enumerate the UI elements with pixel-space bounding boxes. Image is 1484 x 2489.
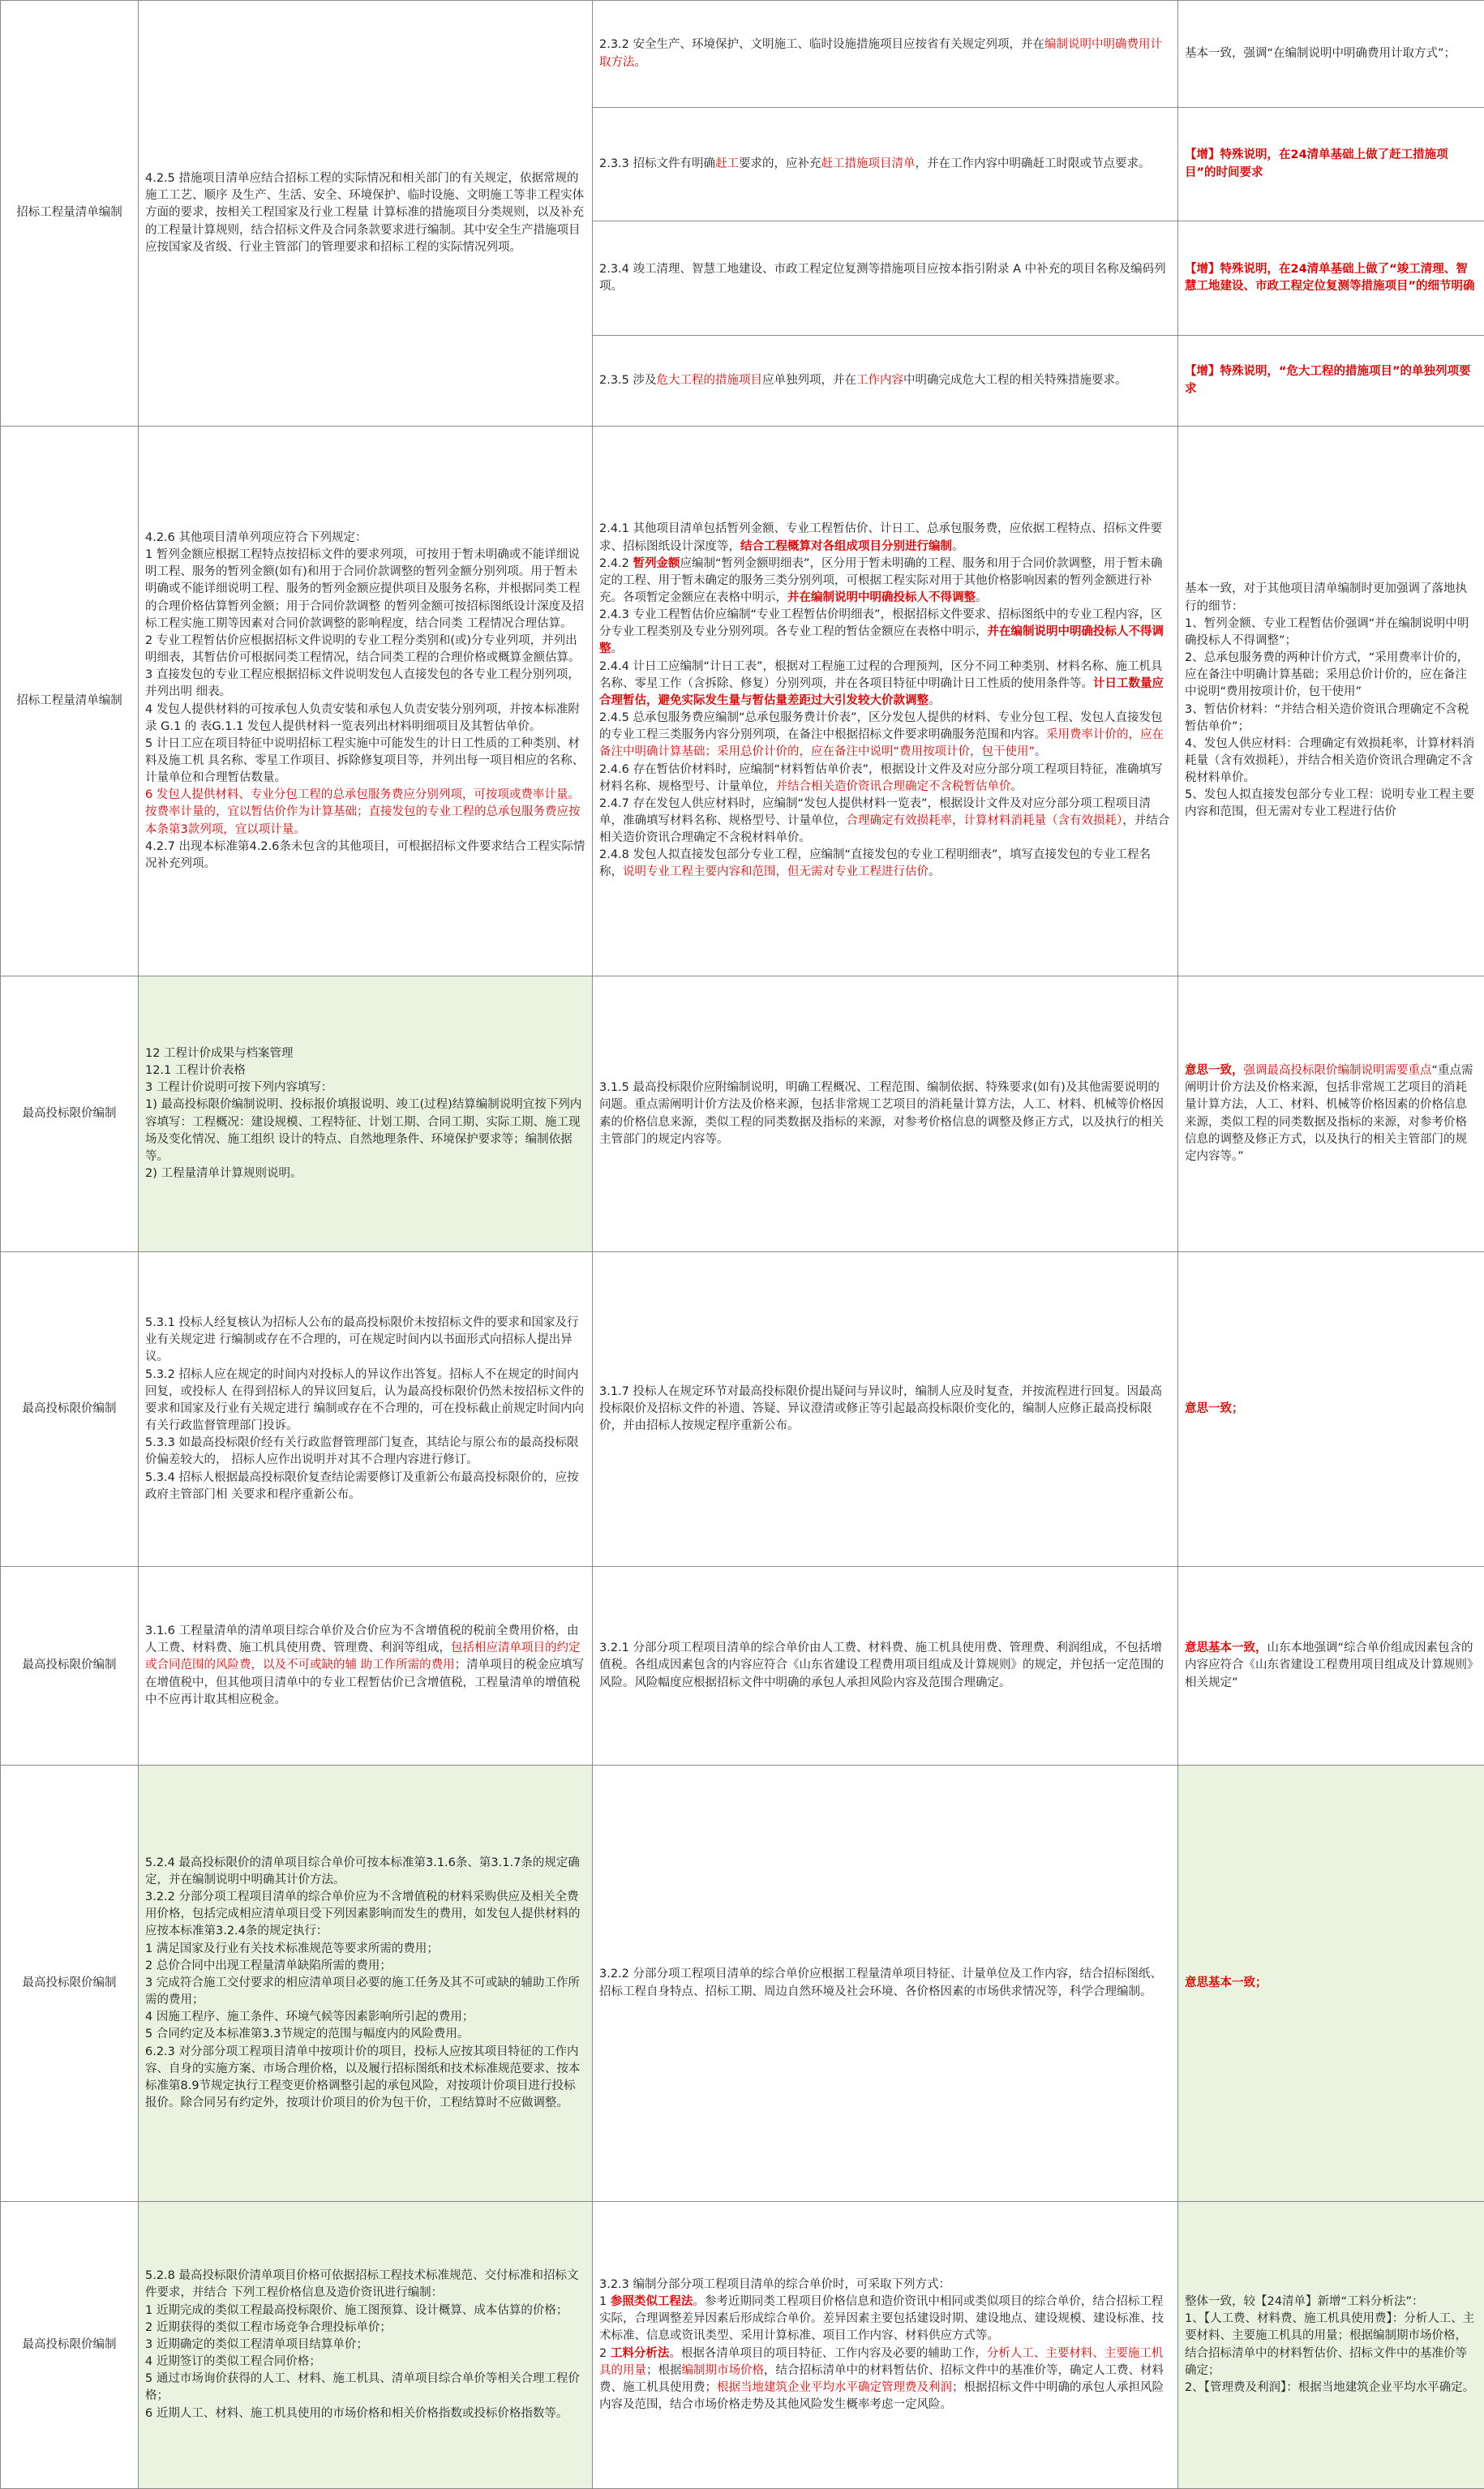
cell-paragraph xyxy=(145,2044,585,2113)
category-cell: 招标工程量清单编制 xyxy=(1,427,139,976)
text-run: 1 xyxy=(599,2295,611,2308)
text-run: 山东本地强调“综合单价组成因素包含的内容应符合《山东省建设工程费用项目组成及计算规则》相关规定” xyxy=(1185,1641,1473,1689)
text-run: 计日工数量应合理暂估，避免实际发生量与暂估量差距过大引发较大价款调整 xyxy=(599,677,1164,707)
text-run: 。 xyxy=(976,591,988,604)
local-cell xyxy=(593,1766,1178,2202)
cell-paragraph xyxy=(1185,581,1478,615)
cell-paragraph xyxy=(1185,1062,1478,1165)
text-run: 并结合相关造价资讯合理确定不含税暂估单价 xyxy=(776,780,1011,793)
text-run: 。 xyxy=(611,642,624,655)
text-run: 编制说明中明确费用计取方法 xyxy=(599,38,1162,68)
cell-paragraph xyxy=(145,1623,585,1709)
text-run: 2.3.4 竣工清理、智慧工地建设、市政工程定位复测等措施项目应按本指引附录 A 中补充的项目名称及编码列项。 xyxy=(599,263,1166,293)
text-run: 3.2.2 分部分项工程项目清单的综合单价应根据工程量清单项目特征、计量单位及工作内容，结合招标图纸、招标工程自身特点、招标工期、周边自然环境及社会环境、各价格因素的市场供求情况等，科学合理编制。 xyxy=(599,1968,1162,1998)
text-run: 4.2.5 措施项目清单应结合招标工程的实际情况和相关部门的有关规定，依据常规的施工工艺、顺序 及生产、生活、安全、环境保护、临时设施、文明施工等非工程实体方面的要求，按相关工程国家及行业工程量 计算标准的措施项目分类规则，以及补充的工程量计算规则，结合招标文件及合同条款要求进行编制。其中安全生产措施项目应按国家及省级、行业主管部门的管理要求和招标工程的实际情况列项。 xyxy=(145,172,584,254)
cell-paragraph xyxy=(1185,45,1478,62)
text-run: ；根据 xyxy=(646,2364,682,2377)
text-run: 12 工程计价成果与档案管理 xyxy=(145,1047,294,1060)
cell-paragraph xyxy=(599,1384,1171,1435)
cell-paragraph xyxy=(145,1435,585,1469)
category-cell: 最高投标限价编制 xyxy=(1,1567,139,1766)
cell-paragraph xyxy=(145,2337,585,2354)
text-run: 。 xyxy=(1035,745,1047,758)
text-run: 2.4.3 专业工程暂估价应编制“专业工程暂估价明细表”，根据招标文件要求、招标图纸中的专业工程内容，区分专业工程类别及专业分别列项。各专业工程的暂估金额应在表格中明示， xyxy=(599,608,1163,638)
cell-paragraph xyxy=(145,1045,585,1062)
text-run: ，并结合相关造价资讯合理确定不含税材料单价。 xyxy=(599,814,1169,844)
local-cell xyxy=(593,108,1178,221)
text-run: 参照类似工程法 xyxy=(611,2295,693,2308)
cell-paragraph xyxy=(1185,2380,1478,2397)
cell-paragraph xyxy=(599,762,1171,796)
cell-paragraph xyxy=(145,2009,585,2026)
cell-paragraph xyxy=(599,36,1171,71)
text-run: 4 近期签订的类似工程合同价格； xyxy=(145,2355,321,2368)
cell-paragraph xyxy=(145,667,585,701)
category-cell: 最高投标限价编制 xyxy=(1,1766,139,2202)
text-run: 整体一致，较【24清单】新增“工料分析法”： xyxy=(1185,2295,1423,2308)
local-cell xyxy=(593,1252,1178,1567)
text-run: 3.1.5 最高投标限价应附编制说明，明确工程概况、工程范围、编制依据、特殊要求(如有)及其他需要说明的问题。重点需阐明计价方法及价格来源，包括非常规工艺项目的消耗量计算方法，人工、材料、机械等价格因素的价格信息来源，类似工程的同类数据及指标的来源，对参考价格信息的调整及修正方式，以及执行的相关主管部门的规定内容等。 xyxy=(599,1081,1164,1145)
text-run: 应单独列项，并在 xyxy=(762,374,856,387)
cell-paragraph xyxy=(145,530,585,547)
text-run: 1 满足国家及行业有关技术标准规范等要求所需的费用； xyxy=(145,1942,439,1955)
text-run: 1、【人工费、材料费、施工机具使用费】：分析人工、主要材料、主要施工机具的用量；根据编制期市场价格，结合招标清单中的材料暂估价、招标文件中的基准价等确定； xyxy=(1185,2312,1474,2376)
text-run: 。 xyxy=(952,540,964,553)
text-run: 2、总承包服务费的两种计价方式，“采用费率计价的，应在备注中明确计算基础；采用总价计价的，应在备注中说明“费用按项计价，包干使用” xyxy=(1185,651,1469,698)
cell-paragraph xyxy=(1185,1975,1478,1992)
text-run: 1、暂列金额、专业工程暂估价强调“并在编制说明中明确投标人不得调整”； xyxy=(1185,617,1469,647)
text-run: 3 完成符合施工交付要求的相应清单项目必要的施工任务及其不可或缺的辅助工作所需的费用； xyxy=(145,1976,580,2006)
cell-paragraph xyxy=(1185,1640,1478,1691)
text-run: 2 总价合同中出现工程量清单缺陷所需的费用； xyxy=(145,1959,392,1972)
text-run: 3.1.7 投标人在规定环节对最高投标限价提出疑问与异议时，编制人应及时复查，并按流程进行回复。因最高投标限价及招标文件的补遗、答疑、异议澄清或修正等引起最高投标限价变化的，编制人应修正最高投标限价，并由招标人按规定程序重新公布。 xyxy=(599,1385,1162,1432)
text-run: 工作内容 xyxy=(856,374,903,387)
standard-cell xyxy=(139,427,593,976)
text-run: 暂列金额 xyxy=(633,557,680,570)
note-cell xyxy=(1178,427,1484,976)
cell-paragraph xyxy=(145,1367,585,1435)
text-run: 2 xyxy=(599,2347,611,2360)
standard-cell xyxy=(139,1,593,427)
local-cell xyxy=(593,1567,1178,1766)
cell-paragraph xyxy=(145,2371,585,2405)
note-cell xyxy=(1178,1766,1484,2202)
cell-paragraph xyxy=(599,847,1171,881)
cell-paragraph xyxy=(145,1079,585,1096)
text-run: 要求的，应补充 xyxy=(739,157,821,170)
standard-cell xyxy=(139,976,593,1252)
text-run: 12.1 工程计价表格 xyxy=(145,1064,246,1077)
text-run: 。参考近期同类工程项目价格信息和造价资讯中相同或类似项目的综合单价，结合招标工程实际，合理调整差异因素后形成综合单价。差异因素主要包括建设时期、建设地点、建设规模、建设标准、技术标准、信息或资讯类型、采用计算标准、项目工作内容、材料供应方式等。 xyxy=(599,2295,1164,2342)
text-run: 赶工 xyxy=(715,157,739,170)
text-run: 【增】特殊说明，在24清单基础上做了“竣工清理、智慧工地建设、市政工程定位复测等措施项目”的细节明确 xyxy=(1185,263,1475,293)
cell-paragraph xyxy=(1185,736,1478,787)
text-run: 3 直接发包的专业工程应根据招标文件说明发包人直接发包的各专业工程分别列项，并列出明 细表。 xyxy=(145,668,580,698)
text-run: ，结合招标清单中的材料暂估价、招标文件中的基准价等，确定人工费、材料费、施工机具使用费； xyxy=(599,2364,1164,2394)
text-run: 2 专业工程暂估价应根据招标文件说明的专业工程分类别和(或)分专业列项，并列出明细表，其暂估价可根据同类工程情况，结合同类工程的合理价格或概算金额估算。 xyxy=(145,634,581,664)
text-run: 基本一致，强调“在编制说明中明确费用计取方式”； xyxy=(1185,47,1456,60)
text-run: 包括相应清单项目的约定或合同范围的风险费，以及不可或缺的辅 助工作所需的费用 xyxy=(145,1641,581,1671)
text-run: 中明确完成危大工程的相关特殊措施要求。 xyxy=(903,374,1127,387)
text-run: 1 暂列金额应根据工程特点按招标文件的要求列项，可按用于暂未明确或不能详细说明工程、服务的暂列金额(如有)和用于合同价款调整的暂列金额分别列项。用于暂未明确或不能详细说明工程、服务的暂列金额应提供项目及服务名称，并根据同类工程的合理价格估算暂列金额；用于合同价款调整 的暂列金额可按招标图纸设计深度及招标工程实施工期等因素对合同价款调整的影响程度，结合同类 工程情况合理估算。 xyxy=(145,548,584,630)
category-cell: 招标工程量清单编制 xyxy=(1,1,139,427)
text-run: 2.4.7 存在发包人供应材料时，应编制“发包人提供材料一览表”，根据设计文件及对应分部分项工程项目清单，准确填写材料名称、规格型号、计量单位， xyxy=(599,797,1151,827)
cell-paragraph xyxy=(145,787,585,838)
text-run: 2) 工程量清单计算规则说明。 xyxy=(145,1167,302,1180)
cell-paragraph xyxy=(145,839,585,873)
text-run: 【增】特殊说明，“危大工程的措施项目”的单独列项要求 xyxy=(1185,365,1471,395)
local-cell xyxy=(593,1,1178,108)
text-run: 并在编制说明中明确投标人不得调整 xyxy=(787,591,976,604)
cell-paragraph xyxy=(1185,702,1478,736)
cell-paragraph xyxy=(145,736,585,787)
text-run: 4 因施工程序、施工条件、环境气候等因素影响所引起的费用； xyxy=(145,2011,474,2023)
text-run: 分析人工、主要材料、主要施工机具的用量 xyxy=(599,2347,1163,2377)
text-run: ；清单项目的税金应填写在增值税中，但其他项目清单中的专业工程暂估价已含增值税，工程量清单的增值税中不应再计取其相应税金。 xyxy=(145,1659,584,1706)
text-run: 3 工程计价说明可按下列内容填写： xyxy=(145,1081,332,1094)
text-run: 6.2.3 对分部分项工程项目清单中按项计价的项目，投标人应按其项目特征的工作内容、自身的实施方案、市场合理价格，以及履行招标图纸和技术标准规范要求、按本标准第8.9节规定执行工程变更价格调整引起的承包风险，对按项计价项目进行投标报价。除合同另有约定外，按项计价项目的价为包干价，工程结算时不应做调整。 xyxy=(145,2045,581,2109)
note-cell xyxy=(1178,2202,1484,2489)
standard-cell xyxy=(139,1252,593,1567)
local-cell xyxy=(593,221,1178,336)
text-run: 。 xyxy=(1011,780,1023,793)
text-run: 6 近期人工、材料、施工机具使用的市场价格和相关价格指数或投标价格指数等。 xyxy=(145,2407,568,2420)
text-run: 4.2.6 其他项目清单列项应符合下列规定： xyxy=(145,531,367,544)
text-run: 。 xyxy=(929,865,941,878)
text-run: 2.3.5 涉及 xyxy=(599,374,657,387)
note-cell xyxy=(1178,1,1484,108)
text-run: 结合工程概算对各组成项目分别进行编制 xyxy=(740,540,952,553)
category-cell: 最高投标限价编制 xyxy=(1,976,139,1252)
text-run: 2.4.5 总承包服务费应编制“总承包服务费计价表”，区分发包人提供的材料、专业分包工程、发包人直接发包的专业工程三类服务内容分别列项，在备注中根据招标文件要求明确服务范围和内容。 xyxy=(599,711,1163,741)
local-cell xyxy=(593,427,1178,976)
text-run: 4 发包人提供材料的可按承包人负责安装和承包人负责安装分别列项，并按本标准附录 G.1 的 表G.1.1 发包人提供材料一览表列出材料明细项目及其暂估单价。 xyxy=(145,703,580,733)
text-run: 。根据各清单项目的项目特征、工作内容及必要的辅助工作， xyxy=(669,2347,987,2360)
cell-paragraph xyxy=(599,607,1171,658)
text-run: 5.3.4 招标人根据最高投标限价复查结论需要修订及重新公布最高投标限价的，应按政府主管部门相 关要求和程序重新公布。 xyxy=(145,1471,579,1501)
text-run: 2.4.4 计日工应编制“计日工表”，根据对工程施工过程的合理预判，区分不同工种类别、材料名称、施工机具名称、零星工作（含拆除、修复）分别列项，并在各项目特征中明确计日工性质的使用条件等。 xyxy=(599,660,1163,690)
text-run: 意思一致， xyxy=(1185,1064,1244,1077)
text-run: 采用费率计价的，应在备注中明确计算基础；采用总价计价的，应在备注中说明“费用按项计价，包干使用” xyxy=(599,728,1164,758)
cell-paragraph xyxy=(1185,650,1478,701)
text-run: 。 xyxy=(635,56,647,69)
cell-paragraph xyxy=(145,1975,585,2009)
text-run: 5.3.3 如最高投标限价经有关行政监督管理部门复查，其结论与原公布的最高投标限价偏差较大的， 招标人应作出说明并对其不合理内容进行修订。 xyxy=(145,1436,579,1466)
cell-paragraph xyxy=(145,170,585,256)
text-run: 赶工措施项目清单 xyxy=(821,157,916,170)
text-run: ；根据招标文件中明确的承包人承担风险内容及范围，结合市场价格走势及其他风险发生概率考虑一定风险。 xyxy=(599,2381,1164,2411)
cell-paragraph xyxy=(145,547,585,633)
cell-paragraph xyxy=(145,1165,585,1182)
cell-paragraph xyxy=(599,521,1171,555)
text-run: 。 xyxy=(929,694,941,707)
text-run: 【增】特殊说明，在24清单基础上做了赶工措施项目”的时间要求 xyxy=(1185,148,1448,178)
text-run: 3、暂估价材料：“并结合相关造价资讯合理确定不含税暂估单价”； xyxy=(1185,703,1469,733)
text-run: 2、【管理费及利润】：根据当地建筑企业平均水平确定。 xyxy=(1185,2381,1474,2394)
text-run: 1) 最高投标限价编制说明、投标报价填报说明、竣工(过程)结算编制说明宜按下列内容填写：工程概况：建设规模、工程特征、计划工期、合同工期、实际工期、施工现场及变化情况、施工组织 设计的特点、自然地理条件、环境保护要求等；编制依据等。 xyxy=(145,1098,581,1162)
cell-paragraph xyxy=(1185,2311,1478,2380)
cell-paragraph xyxy=(145,1315,585,1366)
cell-paragraph xyxy=(1185,787,1478,821)
cell-paragraph xyxy=(599,261,1171,295)
text-run: 意思基本一致； xyxy=(1185,1976,1267,1989)
text-run: 4、发包人供应材料：合理确定有效损耗率，计算材料消耗量（含有效损耗），并结合相关造价资讯合理确定不含税材料单价。 xyxy=(1185,737,1474,784)
text-run: 2.4.8 发包人拟直接发包部分专业工程，应编制“直接发包的专业工程明细表”，填写直接发包的专业工程名称， xyxy=(599,848,1151,878)
note-cell xyxy=(1178,108,1484,221)
cell-paragraph xyxy=(599,710,1171,761)
local-cell xyxy=(593,2202,1178,2489)
text-run: 3.2.3 编制分部分项工程项目清单的综合单价时，可采取下列方式： xyxy=(599,2278,950,2291)
text-run: 并在编制说明中明确投标人不得调整 xyxy=(599,625,1164,655)
text-run: 1 近期完成的类似工程最高投标限价、施工图预算、设计概算、成本估算的价格； xyxy=(145,2304,568,2317)
text-run: 说明专业工程主要内容和范围，但无需对专业工程进行估价 xyxy=(623,865,929,878)
text-run: 3.2.1 分部分项工程项目清单的综合单价由人工费、材料费、施工机具使用费、管理费、利润组成，不包括增值税。各组成因素包含的内容应符合《山东省建设工程费用项目组成及计算规则》的规定，并包括一定范围的风险。风险幅度应根据招标文件中明确的承包人承担风险内容及范围合理确定。 xyxy=(599,1641,1164,1689)
cell-paragraph xyxy=(145,2268,585,2302)
cell-paragraph xyxy=(1185,1401,1478,1418)
cell-paragraph xyxy=(599,372,1171,389)
text-run: 意思基本一致， xyxy=(1185,1641,1267,1654)
text-run: 6 发包人提供材料、专业分包工程的总承包服务费应分别列项，可按项或费率计量。按费率计量的，宜以暂估价作为计算基础；直接发包的专业工程的总承包服务费应按本条第3款列项，宜以项计量。 xyxy=(145,788,581,835)
cell-paragraph xyxy=(145,633,585,667)
text-run: 2.4.1 其他项目清单包括暂列金额、专业工程暂估价、计日工、总承包服务费，应依据工程特点、招标文件要求、招标图纸设计深度等， xyxy=(599,522,1162,552)
text-run: 5.2.8 最高投标限价清单项目价格可依据招标工程技术标准规范、交付标准和招标文件要求，并结合 下列工程价格信息及造价资讯进行编制： xyxy=(145,2269,579,2299)
cell-paragraph xyxy=(1185,147,1478,181)
cell-paragraph xyxy=(145,1096,585,1165)
text-run: 5 计日工应在项目特征中说明招标工程实施中可能发生的计日工性质的工种类别、材料及施工机 具名称、零星工作项目、拆除修复项目等，并列出每一项目相应的名称、计量单位和合理暂估数量。 xyxy=(145,737,584,784)
standard-cell xyxy=(139,1567,593,1766)
cell-paragraph xyxy=(145,2026,585,2043)
text-run: “重点需阐明计价方法及价格来源，包括非常规工艺项目的消耗量计算方法，人工、材料、机械等价格因素的价格信息来源，类似工程的同类数据及指标的来源，对参考价格信息的调整及修正方式，以及执行的相关主管部门的规定内容等。” xyxy=(1185,1064,1473,1163)
text-run: 应编制“暂列金额明细表”，区分用于暂未明确的工程、服务和用于合同价款调整，用于暂未确定的工程、用于暂未确定的服务三类分别列项，可根据工程实际对用于其他价格影响因素的暂列金额进行补充。各项暂定金额应在表格中明示， xyxy=(599,557,1163,604)
text-run: 5 通过市场询价获得的人工、材料、施工机具、清单项目综合单价等相关合理工程价格； xyxy=(145,2372,580,2402)
text-run: 基本一致，对于其他项目清单编制时更加强调了落地执行的细节： xyxy=(1185,582,1467,612)
cell-paragraph xyxy=(145,702,585,736)
category-cell: 最高投标限价编制 xyxy=(1,1252,139,1567)
note-cell xyxy=(1178,1252,1484,1567)
cell-paragraph xyxy=(599,156,1171,173)
cell-paragraph xyxy=(599,2277,1171,2294)
note-cell xyxy=(1178,976,1484,1252)
text-run: 3 近期确定的类似工程清单项目结算单价； xyxy=(145,2338,368,2351)
text-run: 2 近期获得的类似工程市场竞争合理投标单价； xyxy=(145,2321,392,2334)
text-run: 合理确定有效损耗率，计算材料消耗量（含有效损耗） xyxy=(847,814,1123,827)
cell-paragraph xyxy=(599,1966,1171,2000)
text-run: 危大工程的措施项目 xyxy=(657,374,763,387)
text-run: 3.2.2 分部分项工程项目清单的综合单价应为不含增值税的材料采购供应及相关全费用价格，包括完成相应清单项目受下列因素影响而发生的费用，如发包人提供材料的应按本标准第3.2.4条的规定执行： xyxy=(145,1890,581,1938)
text-run: 3.1.6 工程量清单的清单项目综合单价及合价应为不含增值税的税前全费用价格，由人工费、材料费、施工机具使用费、管理费、利润等组成， xyxy=(145,1624,579,1654)
cell-paragraph xyxy=(599,659,1171,710)
standard-cell xyxy=(139,1766,593,2202)
cell-paragraph xyxy=(145,1855,585,1889)
cell-paragraph xyxy=(599,2345,1171,2414)
note-cell xyxy=(1178,336,1484,427)
text-run: 5、发包人拟直接发包部分专业工程：说明专业工程主要内容和范围，但无需对专业工程进行估价 xyxy=(1185,788,1474,818)
text-run: 根据当地建筑企业平均水平确定管理费及利润 xyxy=(717,2381,952,2394)
text-run: 意思一致； xyxy=(1185,1402,1244,1415)
category-cell: 最高投标限价编制 xyxy=(1,2202,139,2489)
cell-paragraph xyxy=(145,2302,585,2319)
cell-paragraph xyxy=(145,1470,585,1504)
standard-cell xyxy=(139,2202,593,2489)
text-run: 2.4.2 xyxy=(599,557,633,570)
text-run: 2.4.6 存在暂估价材料时，应编制“材料暂估单价表”，根据设计文件及对应分部分项工程项目特征，准确填写材料名称、规格型号、计量单位， xyxy=(599,763,1163,793)
cell-paragraph xyxy=(145,1958,585,1975)
text-run: ，并在工作内容中明确赶工时限或节点要求。 xyxy=(916,157,1151,170)
text-run: 5 合同约定及本标准第3.3节规定的范围与幅度内的风险费用。 xyxy=(145,2028,469,2041)
note-cell xyxy=(1178,1567,1484,1766)
text-run: 5.3.2 招标人应在规定的时间内对投标人的异议作出答复。招标人不在规定的时间内回复，或投标人 在得到招标人的异议回复后，认为最高投标限价仍然未按招标文件的要求和国家及行业有关规定进行 编制或存在不合理的，可在投标截止前规定时间内向有关行政监督管理部门投诉。 xyxy=(145,1368,584,1432)
cell-paragraph xyxy=(145,2405,585,2422)
text-run: 强调最高投标限价编制说明需要重点 xyxy=(1244,1064,1432,1077)
cell-paragraph xyxy=(599,1640,1171,1691)
cell-paragraph xyxy=(599,2294,1171,2345)
text-run: 编制期市场价格 xyxy=(682,2364,765,2377)
cell-paragraph xyxy=(1185,2294,1478,2311)
cell-paragraph xyxy=(599,1079,1171,1148)
cell-paragraph xyxy=(145,2354,585,2371)
note-cell xyxy=(1178,221,1484,336)
cell-paragraph xyxy=(599,796,1171,847)
cell-paragraph xyxy=(145,1941,585,1958)
text-run: 2.3.3 招标文件有明确 xyxy=(599,157,715,170)
text-run: 2.3.2 安全生产、环境保护、文明施工、临时设施措施项目应按省有关规定列项，并在 xyxy=(599,38,1044,51)
text-run: 4.2.7 出现本标准第4.2.6条未包含的其他项目，可根据招标文件要求结合工程实际情况补充列项。 xyxy=(145,840,585,870)
text-run: 5.3.1 投标人经复核认为招标人公布的最高投标限价未按招标文件的要求和国家及行业有关规定进 行编制或存在不合理的，可在规定时间内以书面形式向招标人提出异议。 xyxy=(145,1316,579,1363)
local-cell xyxy=(593,336,1178,427)
cell-paragraph xyxy=(145,1062,585,1079)
cell-paragraph xyxy=(145,1889,585,1940)
cell-paragraph xyxy=(599,556,1171,607)
cell-paragraph xyxy=(145,2319,585,2337)
local-cell xyxy=(593,976,1178,1252)
text-run: 5.2.4 最高投标限价的清单项目综合单价可按本标准第3.1.6条、第3.1.7条的规定确定，并在编制说明中明确其计价方法。 xyxy=(145,1856,580,1886)
cell-paragraph xyxy=(1185,616,1478,650)
text-run: 工料分析法 xyxy=(611,2347,670,2360)
cell-paragraph xyxy=(1185,261,1478,295)
cell-paragraph xyxy=(1185,363,1478,397)
